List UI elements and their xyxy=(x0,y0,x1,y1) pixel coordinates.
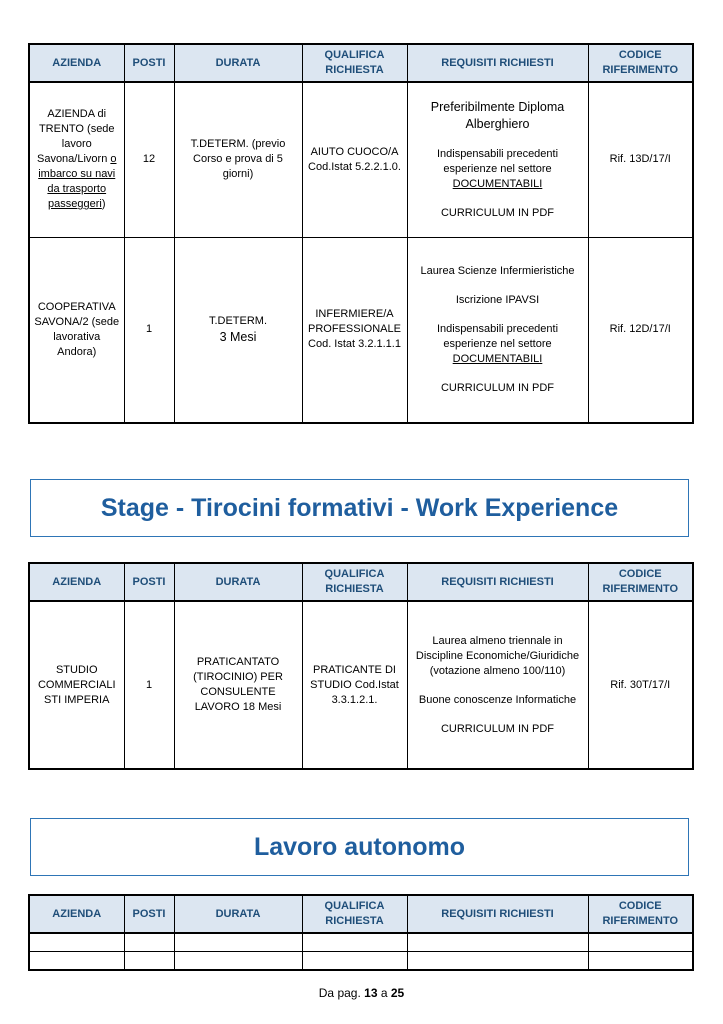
header-codice: CODICE RIFERIMENTO xyxy=(588,44,693,82)
section-title-text: Stage - Tirocini formativi - Work Experience xyxy=(100,493,619,522)
header-qualifica: QUALIFICA RICHIESTA xyxy=(302,563,407,601)
azienda-text: AZIENDA di TRENTO (sede lavoro Savona/Livorn xyxy=(36,108,115,166)
req-curriculum: CURRICULUM IN PDF xyxy=(440,722,555,735)
cell-codice: Rif. 13D/17/I xyxy=(588,82,693,237)
req-informatica: Buone conoscenze Informatiche xyxy=(418,693,577,706)
req-iscrizione: Iscrizione IPAVSI xyxy=(455,293,540,306)
section-title-text: Lavoro autonomo xyxy=(253,832,466,861)
cell-requisiti xyxy=(407,237,588,423)
cell-qualifica: AIUTO CUOCO/A Cod.Istat 5.2.2.1.0. xyxy=(302,82,407,237)
azienda-link[interactable]: o imbarco su navi da trasporto passeggeri xyxy=(38,153,117,211)
req-experience: Indispensabili precedenti esperienze nel settore xyxy=(436,322,559,350)
header-azienda: AZIENDA xyxy=(29,44,124,82)
durata-length: 3 Mesi xyxy=(219,329,257,344)
cell-durata xyxy=(174,237,302,423)
cell-azienda: COOPERATIVA SAVONA/2 (sede lavorativa Andora) xyxy=(29,237,124,423)
cell-codice: Rif. 12D/17/I xyxy=(588,237,693,423)
header-requisiti: REQUISITI RICHIESTI xyxy=(407,563,588,601)
cell-codice: Rif. 30T/17/I xyxy=(588,601,693,769)
req-documentabili: DOCUMENTABILI xyxy=(452,177,543,190)
cell-requisiti xyxy=(407,601,588,769)
header-azienda: AZIENDA xyxy=(29,563,124,601)
req-diploma: Preferibilmente Diploma Alberghiero xyxy=(430,99,565,131)
cell-durata: PRATICANTATO (TIROCINIO) PER CONSULENTE LAVORO 18 Mesi xyxy=(174,601,302,769)
cell-qualifica: INFERMIERE/A PROFESSIONALE Cod. Istat 3.2.1.1.1 xyxy=(302,237,407,423)
header-posti: POSTI xyxy=(124,563,174,601)
cell-azienda xyxy=(29,82,124,237)
cell-posti: 1 xyxy=(124,237,174,423)
header-posti: POSTI xyxy=(124,44,174,82)
req-documentabili: DOCUMENTABILI xyxy=(452,352,543,365)
cell-qualifica: PRATICANTE DI STUDIO Cod.Istat 3.3.1.2.1. xyxy=(302,601,407,769)
footer-page: 13 xyxy=(364,986,378,1000)
cell-posti: 12 xyxy=(124,82,174,237)
header-qualifica: QUALIFICA RICHIESTA xyxy=(302,44,407,82)
section-title-stage xyxy=(30,479,689,537)
footer-total: 25 xyxy=(390,986,405,1000)
section-title-autonomo xyxy=(30,818,689,876)
cell-durata: T.DETERM. (previo Corso e prova di 5 giorni) xyxy=(174,82,302,237)
table-header-row xyxy=(29,44,693,82)
footer-sep: a xyxy=(380,986,388,1000)
header-durata: DURATA xyxy=(174,895,302,933)
header-durata: DURATA xyxy=(174,563,302,601)
req-experience: Indispensabili precedenti esperienze nel settore xyxy=(436,147,559,175)
durata-type: T.DETERM. xyxy=(208,314,268,327)
footer-prefix: Da pag. xyxy=(318,986,361,1000)
table-header-row xyxy=(29,563,693,601)
table-row xyxy=(29,952,693,971)
jobs-table-stage xyxy=(28,562,694,770)
table-row xyxy=(29,601,693,769)
cell-azienda: STUDIO COMMERCIALI STI IMPERIA xyxy=(29,601,124,769)
header-requisiti: REQUISITI RICHIESTI xyxy=(407,44,588,82)
req-curriculum: CURRICULUM IN PDF xyxy=(440,381,555,394)
req-laurea: Laurea Scienze Infermieristiche xyxy=(420,264,575,277)
header-durata: DURATA xyxy=(174,44,302,82)
cell-posti: 1 xyxy=(124,601,174,769)
header-codice: CODICE RIFERIMENTO xyxy=(588,563,693,601)
cell-requisiti xyxy=(407,82,588,237)
table-header-row xyxy=(29,895,693,933)
jobs-table-main xyxy=(28,43,694,424)
header-codice: CODICE RIFERIMENTO xyxy=(588,895,693,933)
header-requisiti: REQUISITI RICHIESTI xyxy=(407,895,588,933)
header-posti: POSTI xyxy=(124,895,174,933)
table-row xyxy=(29,82,693,237)
page-footer xyxy=(0,986,723,1000)
req-laurea: Laurea almeno triennale in Discipline Economiche/Giuridiche (votazione almeno 100/110) xyxy=(415,634,580,677)
table-row xyxy=(29,933,693,952)
table-row xyxy=(29,237,693,423)
header-azienda: AZIENDA xyxy=(29,895,124,933)
header-qualifica: QUALIFICA RICHIESTA xyxy=(302,895,407,933)
jobs-table-autonomo xyxy=(28,894,694,971)
req-curriculum: CURRICULUM IN PDF xyxy=(440,206,555,219)
azienda-text-end: ) xyxy=(101,198,106,211)
